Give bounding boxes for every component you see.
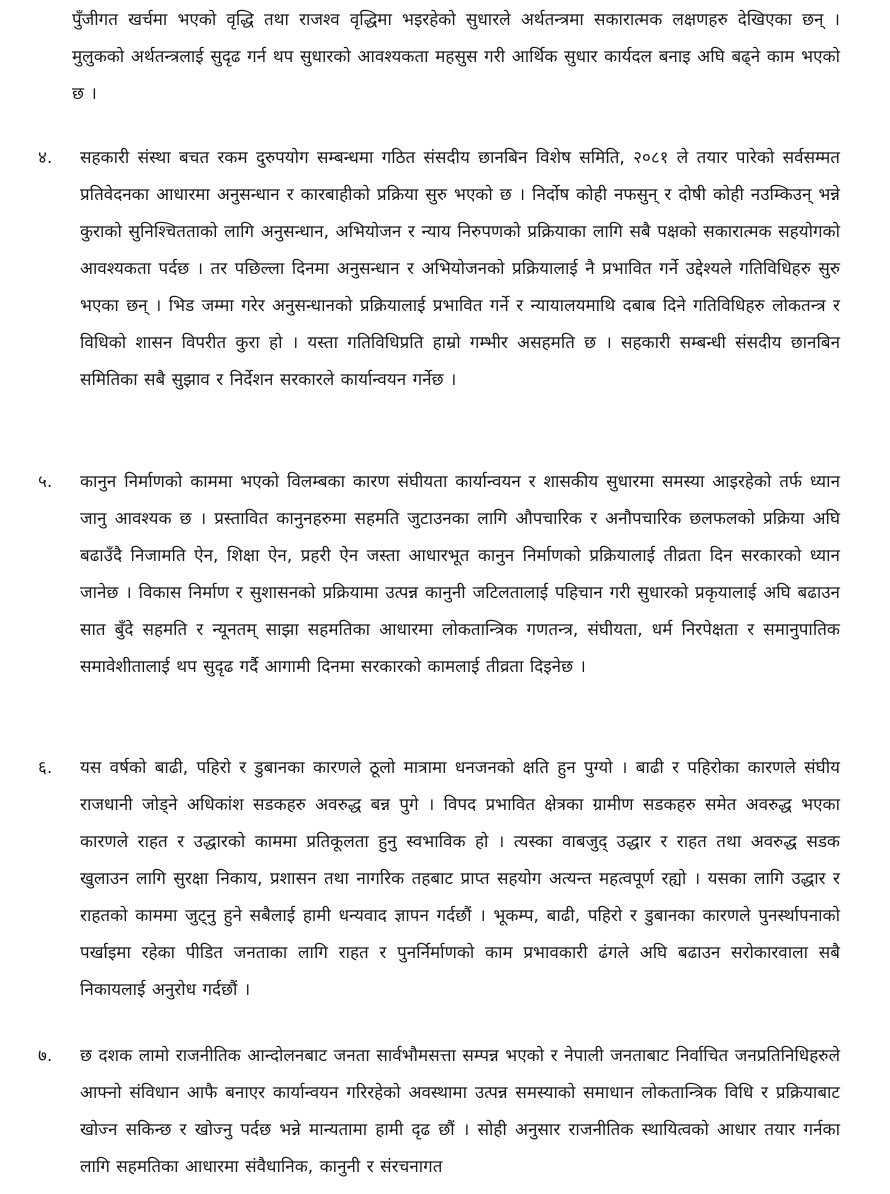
paragraph-number: ४. xyxy=(38,148,53,168)
paragraph-text: यस वर्षको बाढी, पहिरो र डुबानका कारणले ठूलो मात्रामा धनजनको क्षति हुन पुग्यो । बाढी र पहिरोका कारणले संघीय राजधानी जोड्ने अधिकांश सडकहरु अवरुद्ध बन्न पुगे । विपद प्रभावित क्षेत्रका ग्रामीण सडकहरु समेत अवरुद्ध भएका कारणले राहत र उद्धारको काममा प्रतिकूलता हुनु स्वभाविक हो । त्यस्का वाबजुद् उद्धार र राहत तथा अवरुद्ध सडक खुलाउन लागि सुरक्षा निकाय, प्रशासन तथा नागरिक तहबाट प्राप्त सहयोग अत्यन्त महत्वपूर्ण रह्यो । यसका लागि उद्धार र राहतको काममा जुट्नु हुने सबैलाई हामी धन्यवाद ज्ञापन गर्दछौं । भूकम्प, बाढी, पहिरो र डुबानका कारणले पुनर्स्थापनाको पर्खाइमा रहेका पीडित जनताका लागि राहत र पुनर्निर्माणको काम प्रभावकारी ढंगले अघि बढाउन सरोकारवाला सबै निकायलाई अनुरोध गर्दछौं । xyxy=(80,758,840,1000)
paragraph-number: ६. xyxy=(38,758,53,778)
paragraph-text: पुँजीगत खर्चमा भएको वृद्धि तथा राजश्व वृद्धिमा भइरहेको सुधारले अर्थतन्त्रमा सकारात्मक लक्षणहरु देखिएका छन् । मुलुकको अर्थतन्त्रलाई सुदृढ गर्न थप सुधारको आवश्यकता महसुस गरी आर्थिक सुधार कार्यदल बनाइ अघि बढ्ने काम भएको छ । xyxy=(72,10,840,104)
paragraph-4 xyxy=(38,140,840,399)
paragraph-number: ७. xyxy=(38,1046,53,1066)
paragraph-text: छ दशक लामो राजनीतिक आन्दोलनबाट जनता सार्वभौमसत्ता सम्पन्न भएको र नेपाली जनताबाट निर्वाचित जनप्रतिनिधिहरुले आफ्नो संविधान आफै बनाएर कार्यान्वयन गरिरहेको अवस्थामा उत्पन्न समस्याको समाधान लोकतान्त्रिक विधि र प्रक्रियाबाट खोज्न सकिन्छ र खोज्नु पर्दछ भन्ने मान्यतामा हामी दृढ छौं । सोही अनुसार राजनीतिक स्थायित्वको आधार तयार गर्नका लागि सहमतिका आधारमा संवैधानिक, कानुनी र संरचनागत xyxy=(80,1046,840,1177)
paragraph-5 xyxy=(38,464,840,686)
paragraph-text: कानुन निर्माणको काममा भएको विलम्बका कारण संघीयता कार्यान्वयन र शासकीय सुधारमा समस्या आइरहेको तर्फ ध्यान जानु आवश्यक छ । प्रस्तावित कानुनहरुमा सहमति जुटाउनका लागि औपचारिक र अनौपचारिक छलफलको प्रक्रिया अघि बढाउँदै निजामति ऐन, शिक्षा ऐन, प्रहरी ऐन जस्ता आधारभूत कानुन निर्माणको प्रक्रियालाई तीव्रता दिन सरकारको ध्यान जानेछ । विकास निर्माण र सुशासनको प्रक्रियामा उत्पन्न कानुनी जटिलतालाई पहिचान गरी सुधारको प्रकृयालाई अघि बढाउन सात बुँदे सहमति र न्यूनतम् साझा सहमतिका आधारमा लोकतान्त्रिक गणतन्त्र, संघीयता, धर्म निरपेक्षता र समानुपातिक समावेशीतालाई थप सुदृढ गर्दै आगामी दिनमा सरकारको कामलाई तीव्रता दिइनेछ । xyxy=(80,472,840,677)
paragraph-6 xyxy=(38,750,840,1009)
paragraph-number: ५. xyxy=(38,472,53,492)
continuation-paragraph xyxy=(72,2,840,113)
paragraph-text: सहकारी संस्था बचत रकम दुरुपयोग सम्बन्धमा गठित संसदीय छानबिन विशेष समिति, २०८१ ले तयार पारेको सर्वसम्मत प्रतिवेदनका आधारमा अनुसन्धान र कारबाहीको प्रक्रिया सुरु भएको छ । निर्दोष कोही नफसुन् र दोषी कोही नउम्किउन् भन्ने कुराको सुनिश्चितताको लागि अनुसन्धान, अभियोजन र न्याय निरुपणको प्रक्रियाका लागि सबै पक्षको सकारात्मक सहयोगको आवश्यकता पर्दछ । तर पछिल्ला दिनमा अनुसन्धान र अभियोजनको प्रक्रियालाई नै प्रभावित गर्ने उद्देश्यले गतिविधिहरु सुरु भएका छन् । भिड जम्मा गरेर अनुसन्धानको प्रक्रियालाई प्रभावित गर्ने र न्यायालयमाथि दबाब दिने गतिविधिहरु लोकतन्त्र र विधिको शासन विपरीत कुरा हो । यस्ता गतिविधिप्रति हाम्रो गम्भीर असहमति छ । सहकारी सम्बन्धी संसदीय छानबिन समितिका सबै सुझाव र निर्देशन सरकारले कार्यान्वयन गर्नेछ । xyxy=(80,148,840,390)
paragraph-7 xyxy=(38,1038,840,1186)
